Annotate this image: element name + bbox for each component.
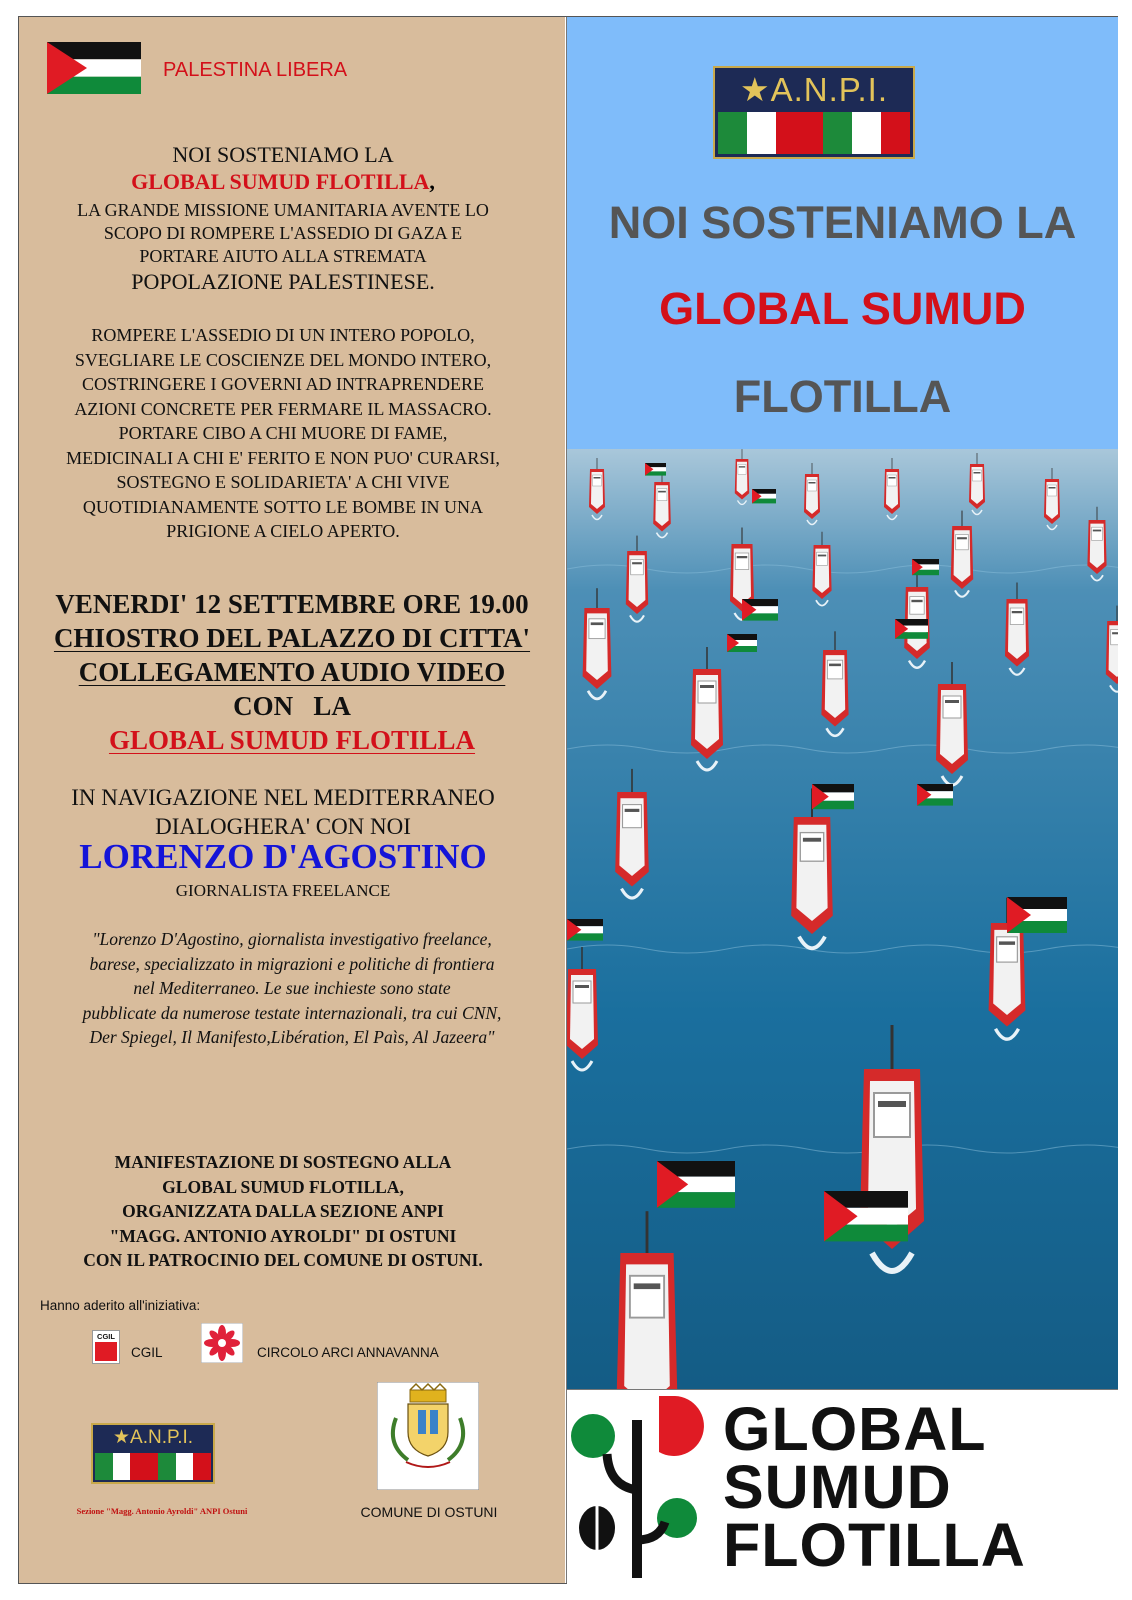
brand-line: FLOTILLA <box>723 1511 1026 1579</box>
intro-flotilla-line <box>19 169 547 195</box>
headline-line-3: FLOTILLA <box>733 371 952 422</box>
anpi-section-caption: Sezione "Magg. Antonio Ayroldi" ANPI Ostuni <box>76 1506 248 1516</box>
anpi-logo-text: ★A.N.P.I. <box>739 71 889 108</box>
arci-label: CIRCOLO ARCI ANNAVANNA <box>257 1345 439 1360</box>
goal-line: PORTARE CIBO A CHI MUORE DI FAME, <box>118 423 448 443</box>
intro-flotilla-comma: , <box>429 169 435 194</box>
goal-line: ROMPERE L'ASSEDIO DI UN INTERO POPOLO, <box>91 325 475 345</box>
comune-ostuni-crest-icon <box>377 1382 479 1490</box>
goal-line: COSTRINGERE I GOVERNI AD INTRAPRENDERE <box>82 374 484 394</box>
speaker-intro <box>19 783 547 841</box>
headline-line-2: GLOBAL SUMUD <box>659 283 1026 334</box>
speaker-quote <box>19 927 565 1050</box>
speaker-role: GIORNALISTA FREELANCE <box>175 881 391 900</box>
intro-flotilla-name: GLOBAL SUMUD FLOTILLA <box>131 169 430 194</box>
event-with: CON LA <box>233 691 351 721</box>
intro-body-line: PORTARE AIUTO ALLA STREMATA <box>139 246 427 266</box>
comune-ostuni-caption: COMUNE DI OSTUNI <box>360 1504 498 1520</box>
organizers-line: GLOBAL SUMUD FLOTILLA, <box>162 1176 404 1197</box>
speaker-intro-line: DIALOGHERA' CON NOI <box>155 814 411 839</box>
palestine-flag-icon <box>47 42 141 94</box>
anpi-logo-stripes <box>718 112 910 154</box>
cgil-logo-block <box>95 1342 117 1361</box>
anpi-section-logo-letters: A.N.P.I. <box>130 1427 194 1448</box>
intro-body <box>19 199 547 268</box>
brand-logo-panel <box>567 1389 1118 1584</box>
event-flotilla: GLOBAL SUMUD FLOTILLA <box>108 725 476 755</box>
event-block <box>19 587 565 757</box>
adherents-title: Hanno aderito all'iniziativa: <box>40 1298 201 1313</box>
brand-wordmark <box>723 1395 1026 1579</box>
event-place: CHIOSTRO DEL PALAZZO DI CITTA' <box>53 623 531 653</box>
intro-body-line: LA GRANDE MISSIONE UMANITARIA AVENTE LO <box>77 200 489 220</box>
organizers-line: CON IL PATROCINIO DEL COMUNE DI OSTUNI. <box>83 1250 483 1270</box>
goal-line: MEDICINALI A CHI E' FERITO E NON PUO' CURARSI, <box>66 447 500 468</box>
intro-body-line: SCOPO DI ROMPERE L'ASSEDIO DI GAZA E <box>103 223 463 243</box>
organizers-line: ORGANIZZATA DALLA SEZIONE ANPI <box>122 1201 444 1221</box>
quote-line: "Lorenzo D'Agostino, giornalista investigativo freelance, <box>92 929 492 949</box>
brand-line: SUMUD <box>723 1453 952 1521</box>
arci-logo-icon <box>201 1323 243 1363</box>
anpi-logo-letters: A.N.P.I. <box>770 71 889 108</box>
headline-line-1: NOI SOSTENIAMO LA <box>608 197 1077 248</box>
event-connection: COLLEGAMENTO AUDIO VIDEO <box>78 657 506 687</box>
right-column <box>566 17 1118 1583</box>
goal-line: QUOTIDIANAMENTE SOTTO LE BOMBE IN UNA <box>82 496 484 517</box>
organizers-block <box>19 1150 547 1273</box>
goal-line: PRIGIONE A CIELO APERTO. <box>166 521 400 541</box>
goal-line: AZIONI CONCRETE PER FERMARE IL MASSACRO. <box>74 398 492 419</box>
anpi-section-logo-stripes <box>95 1453 211 1480</box>
goals-block <box>19 323 547 544</box>
anpi-section-logo <box>91 1423 215 1484</box>
headline-panel <box>567 17 1118 449</box>
flotilla-tree-icon <box>567 1390 717 1584</box>
brand-line: GLOBAL <box>723 1395 987 1463</box>
quote-line: Der Spiegel, Il Manifesto,Libération, El Paìs, Al Jazeera" <box>89 1027 495 1047</box>
quote-line: nel Mediterraneo. Le sue inchieste sono state <box>133 978 451 998</box>
intro-last-line: POPOLAZIONE PALESTINESE. <box>131 269 435 294</box>
cgil-label: CGIL <box>131 1345 163 1360</box>
anpi-section-logo-text: ★A.N.P.I. <box>112 1427 194 1448</box>
organizers-line: MANIFESTAZIONE DI SOSTEGNO ALLA <box>114 1152 452 1172</box>
goal-line: SOSTEGNO E SOLIDARIETA' A CHI VIVE <box>116 472 450 492</box>
palestina-libera-label: PALESTINA LIBERA <box>163 59 348 81</box>
left-column <box>19 17 565 1583</box>
intro-line-1: NOI SOSTENIAMO LA <box>172 142 394 167</box>
cgil-logo-text: CGIL <box>97 1332 115 1341</box>
quote-line: barese, specializzato in migrazioni e politiche di frontiera <box>89 953 495 974</box>
anpi-logo <box>713 66 915 159</box>
flotilla-photo <box>567 449 1118 1389</box>
organizers-line: "MAGG. ANTONIO AYROLDI" DI OSTUNI <box>109 1225 457 1246</box>
speaker-name: LORENZO D'AGOSTINO <box>79 837 487 876</box>
cgil-logo-icon <box>92 1330 120 1364</box>
goal-line: SVEGLIARE LE COSCIENZE DEL MONDO INTERO, <box>74 349 492 370</box>
flotilla-illustration <box>567 449 1118 1389</box>
speaker-intro-line: IN NAVIGAZIONE NEL MEDITERRANEO <box>71 785 495 810</box>
quote-line: pubblicate da numerose testate internazionali, tra cui CNN, <box>82 1002 502 1023</box>
event-date: VENERDI' 12 SETTEMBRE ORE 19.00 <box>55 589 529 619</box>
